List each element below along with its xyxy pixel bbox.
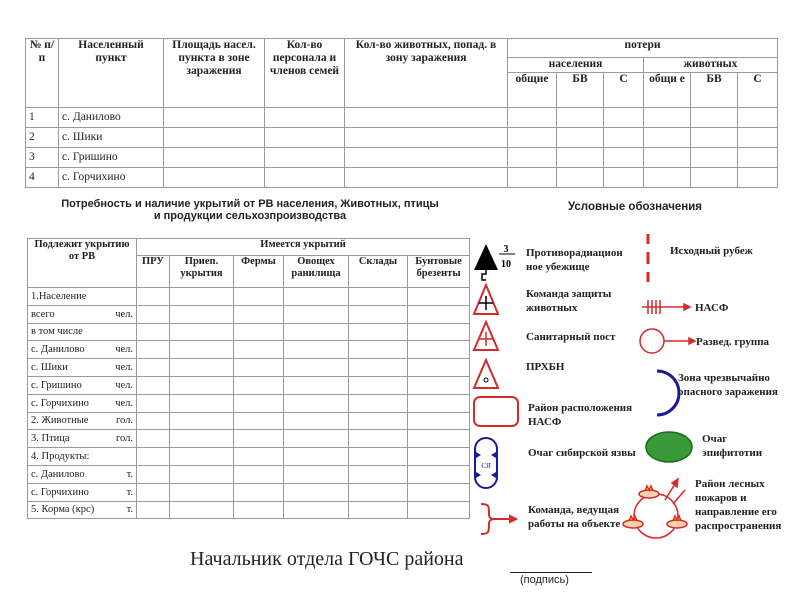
row-unit: чел. bbox=[115, 397, 133, 409]
row-num: 2 bbox=[26, 128, 59, 148]
header-subject: Подлежит укрытию от РВ bbox=[28, 239, 137, 288]
row-label-text: с. Горчихино bbox=[31, 397, 89, 409]
work-team-icon bbox=[481, 504, 516, 534]
row-unit: чел. bbox=[115, 308, 133, 320]
danger-zone-icon bbox=[657, 371, 679, 415]
legend-nasf-area: Район расположения НАСФ bbox=[528, 402, 633, 428]
signature-label: (подпись) bbox=[520, 574, 569, 586]
header-shelter-type: Фермы bbox=[234, 256, 284, 288]
row-label-text: всего bbox=[31, 308, 55, 320]
row-unit: чел. bbox=[115, 379, 133, 391]
signature-line bbox=[510, 572, 592, 573]
footer-title: Начальник отдела ГОЧС района bbox=[190, 548, 464, 570]
row-settlement: с. Горчихино bbox=[59, 168, 164, 188]
header-total2: общи е bbox=[644, 73, 691, 108]
row-label-text: с. Шики bbox=[31, 362, 68, 374]
header-staff: Кол-во персонала и членов семей bbox=[265, 39, 345, 108]
legend-sanitary: Санитарный пост bbox=[526, 331, 616, 343]
row-label-text: 3. Птица bbox=[31, 433, 70, 445]
row-settlement: с. Гришино bbox=[59, 148, 164, 168]
row-label-text: с. Горчихино bbox=[31, 486, 89, 498]
row-unit: гол. bbox=[115, 433, 133, 445]
row-label-text: с. Гришино bbox=[31, 379, 82, 391]
row-unit: гол. bbox=[115, 415, 133, 427]
legend-anthrax: Очаг сибирской язвы bbox=[528, 447, 636, 459]
legend-title: Условные обозначения bbox=[567, 201, 702, 213]
row-label-text: 1.Население bbox=[31, 290, 87, 302]
legend-shelter: Противорадиацион ное убежище bbox=[526, 247, 623, 273]
header-bv2: БВ bbox=[691, 73, 738, 108]
row-label-text: 5. Корма (крс) bbox=[31, 504, 95, 516]
legend-start-line: Исходный рубеж bbox=[670, 245, 753, 257]
row-label-text: в том числе bbox=[31, 326, 83, 338]
nasf-icon bbox=[642, 300, 690, 314]
row-unit: чел. bbox=[115, 344, 133, 356]
header-population: населения bbox=[508, 58, 644, 73]
animal-team-icon bbox=[474, 285, 498, 314]
legend-recon: Развед. группа bbox=[696, 336, 770, 348]
row-unit: т. bbox=[126, 504, 133, 516]
row-unit: т. bbox=[126, 486, 133, 498]
row-label-text: 4. Продукты: bbox=[31, 451, 90, 463]
epiphytotic-icon bbox=[646, 432, 692, 462]
header-shelter-type: Склады bbox=[349, 256, 408, 288]
shelter-den: 10 bbox=[501, 259, 511, 270]
forest-fire-icon bbox=[623, 479, 687, 538]
header-s2: С bbox=[738, 73, 778, 108]
header-animals: Кол-во животных, попад. в зону заражения bbox=[345, 39, 508, 108]
row-label-text: 2. Животные bbox=[31, 415, 89, 427]
header-shelter-type: Овощех ранилища bbox=[284, 256, 349, 288]
row-label-text: с. Данилово bbox=[31, 344, 85, 356]
header-area: Площадь насел. пункта в зоне заражения bbox=[164, 39, 265, 108]
header-settlement: Населенный пункт bbox=[59, 39, 164, 108]
recon-group-icon bbox=[640, 329, 695, 353]
legend-epiphytotic: Очаг эпифитотии bbox=[702, 433, 763, 459]
anthrax-mark: СЯ bbox=[481, 462, 491, 470]
row-num: 1 bbox=[26, 108, 59, 128]
row-unit: т. bbox=[126, 468, 133, 480]
legend-animal-team: Команда защиты животных bbox=[526, 288, 612, 314]
header-num: № п/п bbox=[26, 39, 59, 108]
legend-nasf: НАСФ bbox=[695, 302, 729, 314]
legend-prhbn: ПРХБН bbox=[526, 361, 565, 373]
header-shelter-type: ПРУ bbox=[137, 256, 170, 288]
row-unit: чел. bbox=[115, 362, 133, 374]
row-num: 4 bbox=[26, 168, 59, 188]
header-animals-loss: животных bbox=[644, 58, 778, 73]
legend-work-team: Команда, ведущая работы на объекте bbox=[528, 504, 621, 530]
legend-forest-fire: Район лесных пожаров и направление его распространения bbox=[695, 478, 782, 532]
header-total: общие bbox=[508, 73, 557, 108]
sanitary-post-icon bbox=[474, 322, 498, 350]
prhbn-icon bbox=[474, 360, 498, 388]
header-shelter-type: Приеп. укрытия bbox=[170, 256, 234, 288]
header-s: С bbox=[604, 73, 644, 108]
header-bv: БВ bbox=[557, 73, 604, 108]
row-num: 3 bbox=[26, 148, 59, 168]
section-title: Потребность и наличие укрытий от РВ населения, Животных, птицы и продукции сельхозпроизводства bbox=[61, 198, 439, 222]
row-settlement: с. Шики bbox=[59, 128, 164, 148]
header-shelter-type: Бунтовые брезенты bbox=[408, 256, 470, 288]
shelter-num: 3 bbox=[503, 244, 509, 255]
row-label-text: с. Данилово bbox=[31, 468, 85, 480]
header-available: Имеется укрытий bbox=[137, 239, 470, 256]
nasf-area-icon bbox=[474, 397, 518, 426]
row-settlement: с. Данилово bbox=[59, 108, 164, 128]
legend-danger-zone: Зона чрезвычайно опасного заражения bbox=[678, 372, 778, 398]
header-losses: потери bbox=[508, 39, 778, 58]
